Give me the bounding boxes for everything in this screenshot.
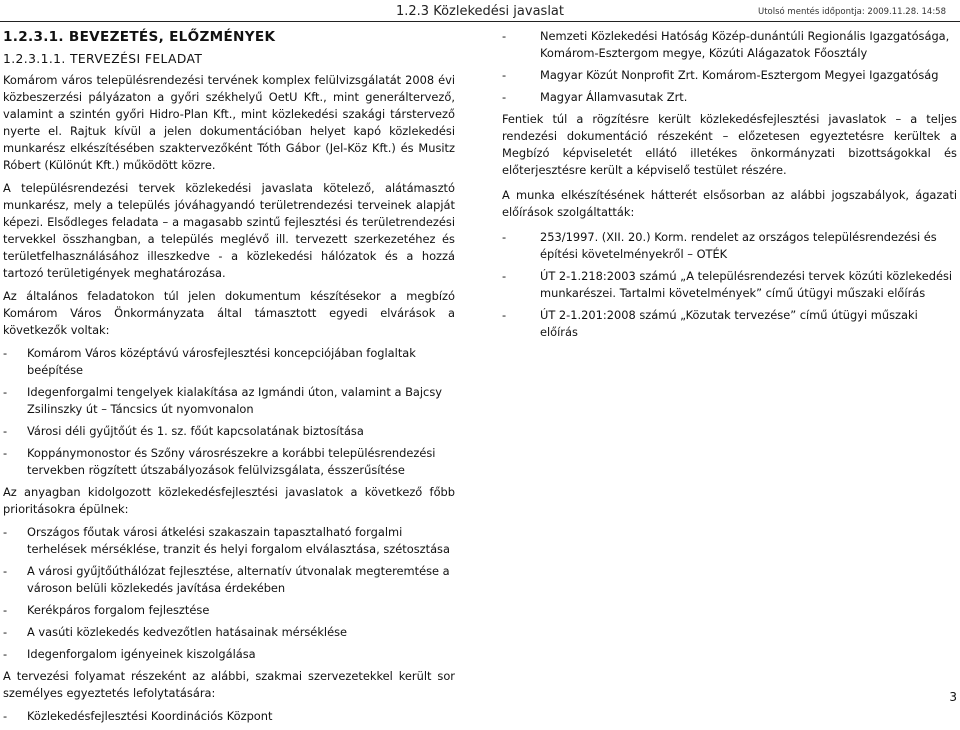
header-divider <box>0 21 960 22</box>
list-item: - Idegenforgalom igényeinek kiszolgálása <box>3 646 455 663</box>
list-item: - Koppánymonostor és Szőny városrészekre a korábbi településrendezési tervekben rögzített útszabályozások felülvizsgálata, ésszerűsítése <box>3 445 455 479</box>
last-saved-timestamp: Utolsó mentés időpontja: 2009.11.28. 14:58 <box>757 7 946 17</box>
regulations-list <box>502 229 957 341</box>
list-item: - Városi déli gyűjtőút és 1. sz. főút kapcsolatának biztosítása <box>3 423 455 440</box>
list-item: - 253/1997. (XII. 20.) Korm. rendelet az országos településrendezési és építési követelményekről – OTÉK <box>502 229 957 263</box>
paragraph-legal-background: A munka elkészítésének hátterét elsősorban az alábbi jogszabályok, ágazati előírások szolgáltatták: <box>502 188 957 219</box>
list-item: - Közlekedésfejlesztési Koordinációs Központ <box>3 708 455 725</box>
paragraph-intro: Komárom város településrendezési tervének komplex felülvizsgálatát 2008 évi közbeszerzési pályázaton a győri székhelyű OetU Kft., mint generáltervező, valamint a szintén győri Hidro-Plan Kft., mint közlekedési szakági társtervező nyerte el. Rajtuk kívül a jelen dokumentációban helyet kapó közlekedési munkarész elkészítésében szaktervezőként Tóth Gábor (Jel-Köz Kft.) és Musitz Róbert (Különút Kft.) működött közre. <box>3 73 455 172</box>
subsection-heading: 1.2.3.1.1. TERVEZÉSI FELADAT <box>3 52 203 66</box>
paragraph-priorities: Az anyagban kidolgozott közlekedésfejlesztési javaslatok a következő főbb prioritásokra épülnek: <box>3 485 455 516</box>
left-column <box>3 28 455 730</box>
paragraph-expectations: Az általános feladatokon túl jelen dokumentum készítésekor a megbízó Komárom Város Önkormányzata által támasztott egyedi elvárások a következők voltak: <box>3 289 455 337</box>
list-item: - A vasúti közlekedés kedvezőtlen hatásainak mérséklése <box>3 624 455 641</box>
paragraph-consultation: A tervezési folyamat részeként az alábbi, szakmai szervezetekkel került sor személyes egyeztetés lefolytatására: <box>3 669 455 700</box>
running-header-title: 1.2.3 Közlekedési javaslat <box>396 4 564 19</box>
list-item: - A városi gyűjtőúthálózat fejlesztése, alternatív útvonalak megteremtése a városon belüli közlekedés javítása érdekében <box>3 563 455 597</box>
list-item: - Magyar Közút Nonprofit Zrt. Komárom-Esztergom Megyei Igazgatóság <box>502 67 957 84</box>
right-column <box>502 28 957 346</box>
expectations-list <box>3 345 455 479</box>
list-item: - ÚT 2-1.218:2003 számú „A településrendezési tervek közúti közlekedési munkarészei. Tartalmi követelmények” című útügyi műszaki előírás <box>502 268 957 302</box>
section-heading: 1.2.3.1. BEVEZETÉS, ELŐZMÉNYEK <box>3 29 276 45</box>
paragraph-approval: Fentiek túl a rögzítésre került közlekedésfejlesztési javaslatok – a teljes rendezési dokumentáció részeként – előzetesen egyeztetésre kerültek a Megbízó képviseletét ellátó illetékes önkormányzati bizottságokkal és előterjesztésre került a képviselő testület részére. <box>502 112 957 177</box>
priorities-list <box>3 524 455 663</box>
list-item: - Országos főutak városi átkelési szakaszain tapasztalható forgalmi terhelések mérséklése, tranzit és helyi forgalom elválasztása, szétosztása <box>3 524 455 558</box>
paragraph-purpose: A településrendezési tervek közlekedési javaslata kötelező, alátámasztó munkarész, mely a település jóváhagyandó területrendezési terveinek alapját képezi. Elsődleges feladata – a magasabb szintű fejlesztési és területrendezési tervekkel összhangban, a település meglévő ill. tervezett szerkezetéhez és területfelhasználásához illeszkedve - a közlekedési hálózatok és a hozzá tartozó területigények meghatározása. <box>3 181 455 280</box>
list-item: - ÚT 2-1.201:2008 számú „Közutak tervezése” című útügyi műszaki előírás <box>502 307 957 341</box>
list-item: - Komárom Város középtávú városfejlesztési koncepciójában foglaltak beépítése <box>3 345 455 379</box>
list-item: - Nemzeti Közlekedési Hatóság Közép-dunántúli Regionális Igazgatósága, Komárom-Esztergom megye, Közúti Alágazatok Főosztály <box>502 28 957 62</box>
page-number: 3 <box>949 690 957 704</box>
consultation-list <box>3 708 455 725</box>
list-item: - Idegenforgalmi tengelyek kialakítása az Igmándi úton, valamint a Bajcsy Zsilinszky út – Táncsics út nyomvonalon <box>3 384 455 418</box>
list-item: - Magyar Államvasutak Zrt. <box>502 89 957 106</box>
organizations-list <box>502 28 957 106</box>
list-item: - Kerékpáros forgalom fejlesztése <box>3 602 455 619</box>
